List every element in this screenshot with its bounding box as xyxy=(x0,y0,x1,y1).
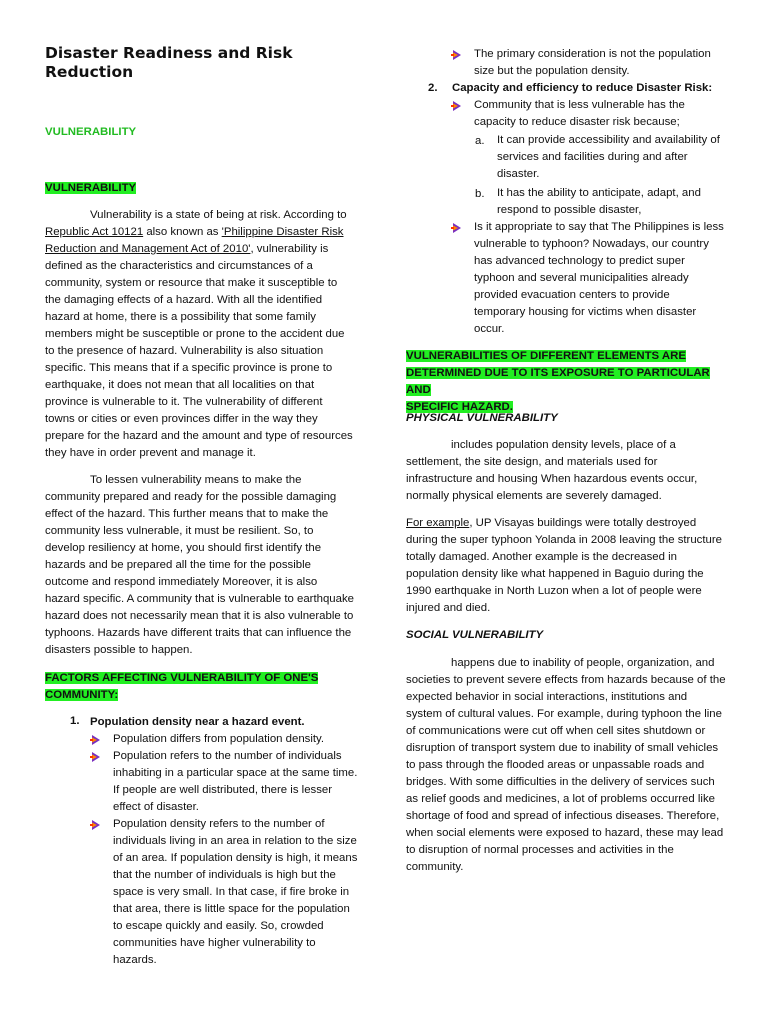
arrow-bullet-icon xyxy=(90,751,102,763)
factors-heading xyxy=(45,670,365,704)
arrow-bullet-icon xyxy=(451,100,463,112)
sub-letter-b: b. xyxy=(475,188,485,200)
physical-example xyxy=(406,515,726,617)
para1-pre: Vulnerability is a state of being at risk. According to xyxy=(90,209,347,221)
factor1-number: 1. xyxy=(70,715,80,727)
factor1-bullet-4: The primary consideration is not the population size but the population density. xyxy=(474,48,711,77)
link-for-example[interactable]: For example xyxy=(406,517,470,529)
factor1-bullet-1: Population differs from population density. xyxy=(113,733,325,745)
factor2-bullet-1: Community that is less vulnerable has the capacity to reduce disaster risk because; xyxy=(474,99,685,128)
factor2-bullet-2: Is it appropriate to say that The Philippines is less vulnerable to typhoon? Nowadays, our country has advanced technology to predict super typhoon and several municipalities already provided evacuation centers to provide temporary housing for victims when disaster occur. xyxy=(474,221,724,335)
physical-heading: PHYSICAL VULNERABILITY xyxy=(406,412,558,424)
social-heading: SOCIAL VULNERABILITY xyxy=(406,629,544,641)
sub-letter-a: a. xyxy=(475,135,485,147)
factor2-title: Capacity and efficiency to reduce Disaster Risk: xyxy=(452,82,713,94)
link-republic-act[interactable]: Republic Act 10121 xyxy=(45,226,144,238)
physical-example-text: , UP Visayas buildings were totally destroyed during the super typhoon Yolanda in 2008 leaving the structure totally damaged. Another example is the decreased in population density like what happened in Baguio during the 1990 earthquake in North Luzon when a lot of people were injured and died. xyxy=(406,517,723,614)
factors-heading-line2: COMMUNITY: xyxy=(45,689,119,701)
paragraph-lessen-vulnerability: To lessen vulnerability means to make the community prepared and ready for the possible damaging effect of the hazard. This further means that to make the community less vulnerable, it must be resilient. So, to develop resiliency at home, you should first identify the hazards and be prepared all the time for the possible outcome and respond immediately Moreover, it is also hazard specific. A community that is vulnerable to earthquake hazard does not necessarily mean that it is also vulnerable to typhoons. Hazards have different traits that can influence the disasters possible to happen. xyxy=(45,474,354,656)
arrow-bullet-icon xyxy=(451,222,463,234)
sub-item-b: It has the ability to anticipate, adapt, and respond to possible disaster, xyxy=(497,187,701,216)
link-act-name[interactable]: 'Philippine Disaster Risk Reduction and Management Act of 2010' xyxy=(45,226,344,255)
elements-heading-line1: VULNERABILITIES OF DIFFERENT ELEMENTS ARE xyxy=(406,350,686,362)
sub-item-a: It can provide accessibility and availability of services and facilities during and after disaster. xyxy=(497,134,720,180)
physical-paragraph: includes population density levels, place of a settlement, the site design, and materials used for infrastructure and housing When hazardous events occur, normally physical elements are severely damaged. xyxy=(406,439,698,502)
page-title: Disaster Readiness and Risk Reduction xyxy=(45,44,293,81)
para1-post: , vulnerability is defined as the characteristics and circumstances of a community, system or resource that make it susceptible to the damaging effects of a hazard. With all the identified hazard at home, there is a possibility that some family members might be susceptible or prone to the accident due to the presence of hazard. Vulnerability is also situation specific. This means that if a specific province is prone to earthquake, it does not mean that all localities on that province is vulnerable to it. The vulnerability of different towns or cities or even provinces differ in the way they prepare for the hazard and the amount and type of resources they have in order prevent and manage it. xyxy=(45,243,353,459)
factor1-bullet-3: Population density refers to the number of individuals living in an area in relation to the size of an area. If population density is high, it means that the number of individuals is high but the space is very small. In that case, if fire broke in that area, there is little space for the population to escape quickly and easily. So, crowded communities have higher vulnerability to hazards. xyxy=(113,818,358,966)
factor2-number: 2. xyxy=(428,82,438,94)
elements-heading-line3: SPECIFIC HAZARD. xyxy=(406,401,513,413)
elements-heading xyxy=(406,348,736,416)
para1-mid: also known as xyxy=(143,226,222,238)
elements-heading-line2: DETERMINED DUE TO ITS EXPOSURE TO PARTICULAR AND xyxy=(406,367,710,396)
arrow-bullet-icon xyxy=(90,734,102,746)
factor1-bullet-2: Population refers to the number of individuals inhabiting in a particular space at the same time. If people are well distributed, there is lesser effect of disaster. xyxy=(113,750,358,813)
factor1-title: Population density near a hazard event. xyxy=(90,716,305,728)
section-heading-vulnerability xyxy=(45,180,136,197)
arrow-bullet-icon xyxy=(451,49,463,61)
social-paragraph: happens due to inability of people, organization, and societies to prevent severe effects from hazards because of the expected behavior in social interactions, institutions and system of cultural values. For example, during typhoon the line of communications were cut off when cell sites shutdown or disruption of transport system due to inability of small vehicles to pass through the flooded areas or unpassable roads and bridges. With some difficulties in the delivery of services such as relief goods and medicines, a lot of problems occurred like shortage of food and spread of infectious diseases. Therefore, when social elements were exposed to hazard, these may lead to disruption of normal processes and activities in the community. xyxy=(406,657,726,873)
paragraph-definition xyxy=(45,207,355,462)
subtitle-vulnerability: VULNERABILITY xyxy=(45,126,137,138)
section-heading-text: VULNERABILITY xyxy=(45,182,137,194)
factors-heading-line1: FACTORS AFFECTING VULNERABILITY OF ONE'S xyxy=(45,672,319,684)
arrow-bullet-icon xyxy=(90,819,102,831)
